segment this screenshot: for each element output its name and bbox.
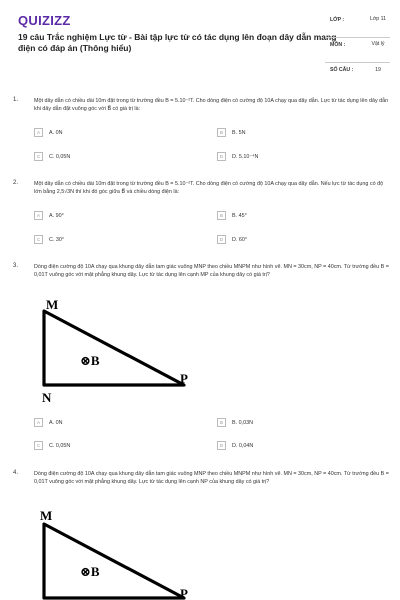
option-text: C. 0,05N <box>49 442 71 449</box>
meta-count-value: 19 <box>375 67 381 73</box>
option-text: B. 45° <box>232 212 247 219</box>
option-a[interactable] <box>34 210 64 221</box>
option-d[interactable] <box>217 440 253 451</box>
question-text: Một dây dẫn có chiều dài 10m đặt trong từ trường đều B = 5.10⁻²T. Cho dòng điện có cường độ 10A chạy qua dây dẫn. Lực từ tác dụng lên dây dẫn khi dây dẫn đặt vuông góc với B⃗ có giá trị là: <box>34 98 389 112</box>
option-letter-box: A <box>34 128 43 137</box>
question-number: 2. <box>13 180 19 186</box>
option-text: B. 5N <box>232 129 246 136</box>
option-text: A. 90° <box>49 212 64 219</box>
option-text: A. 0N <box>49 129 63 136</box>
triangle-diagram <box>34 297 194 409</box>
option-text: D. 0,04N <box>232 442 254 449</box>
option-letter-box: D <box>217 152 226 161</box>
option-b[interactable] <box>217 127 245 138</box>
option-letter-box: A <box>34 418 43 427</box>
triangle-frame <box>44 311 184 385</box>
option-c[interactable] <box>34 234 64 245</box>
option-b[interactable] <box>217 210 247 221</box>
question-text: Dòng điện cường độ 10A chạy qua khung dây dẫn tam giác vuông MNP theo chiều MNPM như hình vẽ. MN = 30cm, NP = 40cm. Từ trường đều B = 0,01T vuông góc với mặt phẳng khung dây. Lực từ tác dụng lên cạnh MP của khung dây có giá trị? <box>34 264 389 278</box>
vertex-p: P <box>180 371 188 386</box>
option-text: C. 30° <box>49 236 65 243</box>
meta-class-label: LỚP : <box>330 17 345 23</box>
vertex-n: N <box>42 390 52 405</box>
option-c[interactable] <box>34 151 70 162</box>
magnetic-field-label: ⊗B⃗ <box>80 564 110 579</box>
option-text: A. 0N <box>49 419 63 426</box>
triangle-frame <box>44 524 184 598</box>
vertex-p: P <box>180 586 188 600</box>
option-letter-box: B <box>217 128 226 137</box>
magnetic-field-label: ⊗B⃗ <box>80 353 110 368</box>
option-letter-box: D <box>217 235 226 244</box>
option-letter-box: B <box>217 211 226 220</box>
option-a[interactable] <box>34 127 62 138</box>
option-letter-box: D <box>217 441 226 450</box>
option-b[interactable] <box>217 417 253 428</box>
brand-logo: QUIZIZZ <box>18 13 71 28</box>
meta-divider <box>325 62 390 63</box>
question-text: Một dây dẫn có chiều dài 10m đặt trong từ trường đều B = 5.10⁻²T. Cho dòng điện có cường độ 10A chạy qua dây dẫn. Nếu lực từ tác dụng có độ lớn bằng 2,5√3N thì khi đó góc giữa B⃗ và chiều dòng điện là: <box>34 181 384 195</box>
meta-subject-value: Vật lý <box>371 41 385 47</box>
option-a[interactable] <box>34 417 62 428</box>
triangle-diagram <box>34 508 194 600</box>
option-text: D. 60° <box>232 236 248 243</box>
option-letter-box: C <box>34 235 43 244</box>
option-letter-box: C <box>34 441 43 450</box>
vertex-m: M <box>40 508 53 523</box>
meta-subject-label: MÔN : <box>330 42 346 48</box>
option-d[interactable] <box>217 151 258 162</box>
option-text: B. 0,03N <box>232 419 253 426</box>
meta-count-label: SỐ CÂU : <box>330 67 354 73</box>
meta-class-value: Lớp 11 <box>370 16 386 22</box>
option-letter-box: B <box>217 418 226 427</box>
question-text: Dòng điện cường độ 10A chạy qua khung dây dẫn tam giác vuông MNP theo chiều MNPM như hình vẽ. MN = 30cm, NP = 40cm. Từ trường đều B = 0,01T vuông góc với mặt phẳng khung dây. Lực từ tác dụng lên cạnh NP của khung dây có giá trị? <box>34 471 389 485</box>
question-number: 3. <box>13 263 19 269</box>
option-d[interactable] <box>217 234 247 245</box>
option-letter-box: C <box>34 152 43 161</box>
question-number: 1. <box>13 97 19 103</box>
meta-divider <box>325 37 390 38</box>
question-number: 4. <box>13 470 19 476</box>
option-text: C. 0,05N <box>49 153 71 160</box>
option-c[interactable] <box>34 440 70 451</box>
option-letter-box: A <box>34 211 43 220</box>
vertex-m: M <box>46 297 59 312</box>
option-text: D. 5.10⁻⁴N <box>232 153 259 160</box>
page-title: 19 câu Trắc nghiệm Lực từ - Bài tập lực từ có tác dụng lên đoạn dây dẫn mang điện có đáp án (Thông hiểu) <box>18 32 337 53</box>
